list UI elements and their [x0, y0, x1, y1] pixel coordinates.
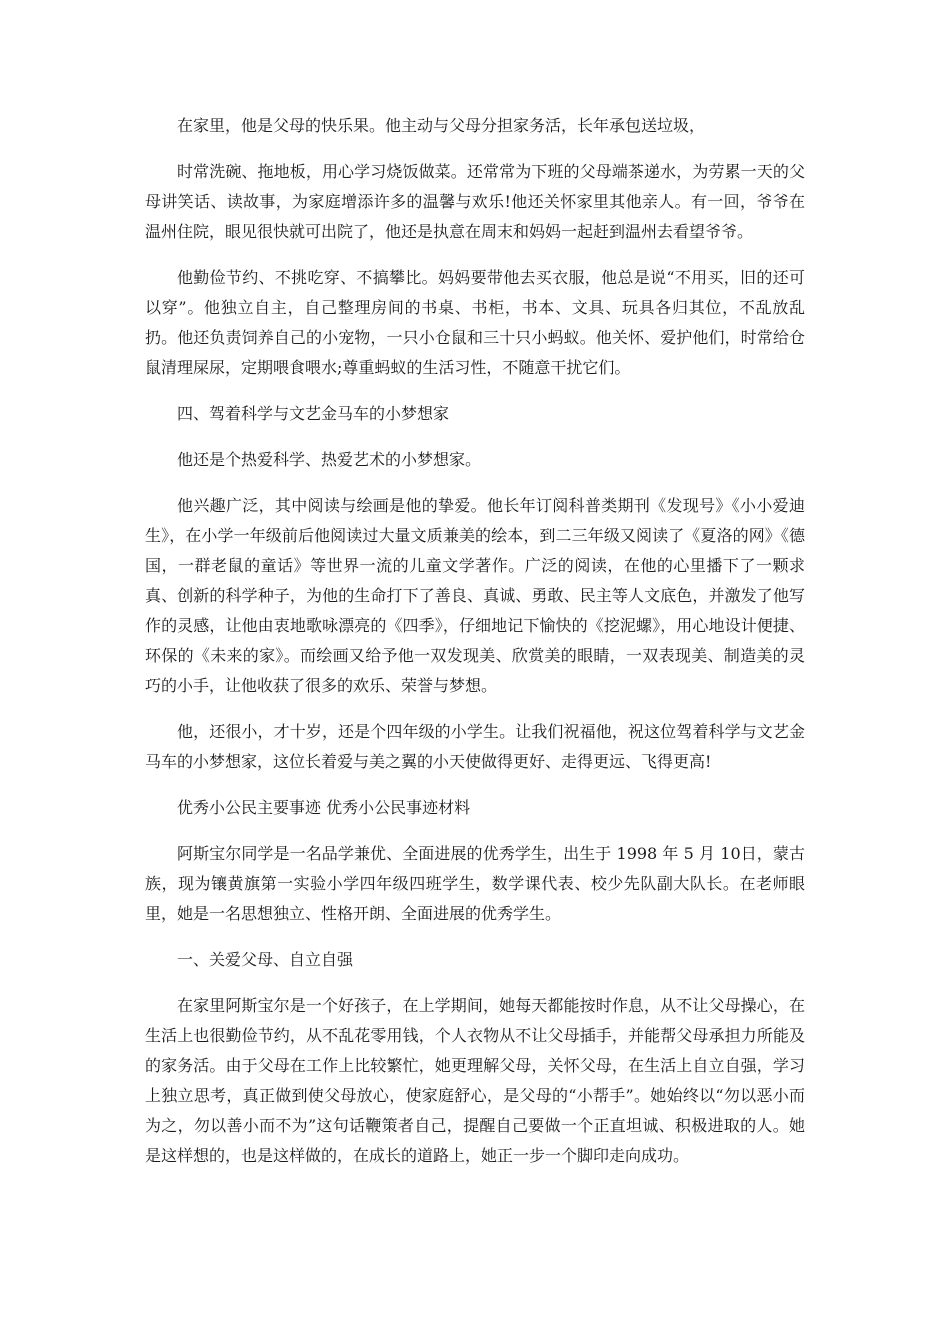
document-body	[145, 111, 805, 1187]
paragraph-1: 在家里，他是父母的快乐果。他主动与父母分担家务活，长年承包送垃圾，	[177, 116, 706, 135]
paragraph-2: 时常洗碗、拖地板，用心学习烧饭做菜。还常常为下班的父母端茶递水，为劳累一天的父母讲笑话、读故事，为家庭增添许多的温馨与欢乐!他还关怀家里其他亲人。有一回，爷爷在温州住院，眼见很快就可出院了，他还是执意在周末和妈妈一起赶到温州去看望爷爷。	[145, 162, 805, 241]
paragraph-9: 阿斯宝尔同学是一名品学兼优、全面进展的优秀学生，出生于 1998 年 5 月 10日，蒙古族，现为镶黄旗第一实验小学四年级四班学生，数学课代表、校少先队副大队长。在老师眼里，她是一名思想独立、性格开朗、全面进展的优秀学生。	[145, 844, 805, 923]
paragraph-7: 他，还很小，才十岁，还是个四年级的小学生。让我们祝福他，祝这位驾着科学与文艺金马车的小梦想家，这位长着爱与美之翼的小天使做得更好、走得更远、飞得更高!	[145, 722, 805, 771]
section-heading-1: 一、关爱父母、自立自强	[177, 950, 354, 969]
paragraph-5: 他还是个热爱科学、热爱艺术的小梦想家。	[177, 450, 482, 469]
paragraph-6: 他兴趣广泛，其中阅读与绘画是他的挚爱。他长年订阅科普类期刊《发现号》《小小爱迪生》，在小学一年级前后他阅读过大量文质兼美的绘本，到二三年级又阅读了《夏洛的网》《德国，一群老鼠的童话》等世界一流的儿童文学著作。广泛的阅读，在他的心里播下了一颗求真、创新的科学种子，为他的生命打下了善良、真诚、勇敢、民主等人文底色，并激发了他写作的灵感，让他由衷地歌咏漂亮的《四季》，仔细地记下愉快的《挖泥螺》，用心地设计便捷、环保的《未来的家》。而绘画又给予他一双发现美、欣赏美的眼睛，一双表现美、制造美的灵巧的小手，让他收获了很多的欢乐、荣誉与梦想。	[145, 496, 805, 695]
article-title: 优秀小公民主要事迹 优秀小公民事迹材料	[177, 798, 471, 817]
paragraph-3: 他勤俭节约、不挑吃穿、不搞攀比。妈妈要带他去买衣服，他总是说“不用买，旧的还可以穿”。他独立自主，自己整理房间的书桌、书柜，书本、文具、玩具各归其位，不乱放乱扔。他还负责饲养自己的小宠物，一只小仓鼠和三十只小蚂蚁。他关怀、爱护他们，时常给仓鼠清理屎尿，定期喂食喂水;尊重蚂蚁的生活习性，不随意干扰它们。	[145, 268, 805, 377]
paragraph-11: 在家里阿斯宝尔是一个好孩子，在上学期间，她每天都能按时作息，从不让父母操心，在生活上也很勤俭节约，从不乱花零用钱，个人衣物从不让父母插手，并能帮父母承担力所能及的家务活。由于父母在工作上比较繁忙，她更理解父母，关怀父母，在生活上自立自强，学习上独立思考，真正做到使父母放心，使家庭舒心，是父母的“小帮手”。她始终以“勿以恶小而为之，勿以善小而不为”这句话鞭策者自己，提醒自己要做一个正直坦诚、积极进取的人。她是这样想的，也是这样做的，在成长的道路上，她正一步一个脚印走向成功。	[145, 996, 805, 1165]
section-heading-4: 四、驾着科学与文艺金马车的小梦想家	[177, 404, 450, 423]
